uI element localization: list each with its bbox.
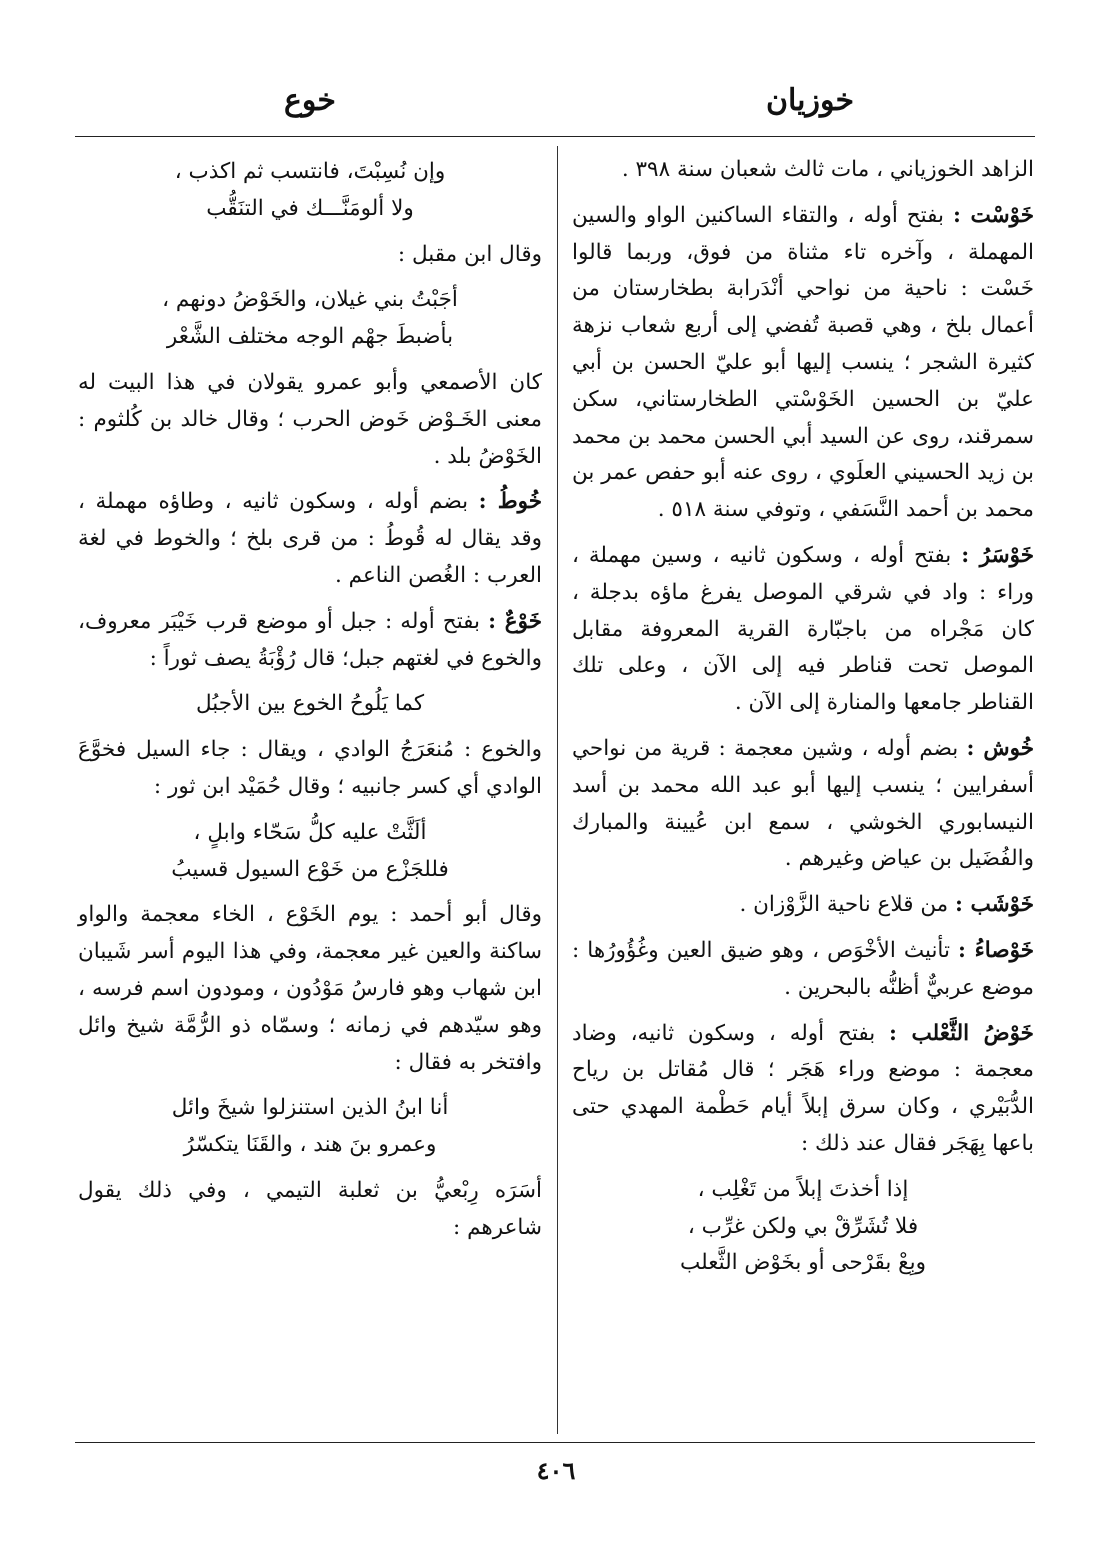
poem-verse (572, 1172, 1034, 1282)
entry-khawd-althalab (572, 1016, 1034, 1163)
entry-headword: خَوْعٌ : (488, 608, 543, 634)
entry-khawsa (572, 933, 1034, 1007)
entry-khawst (572, 198, 1034, 529)
entry-headword: خُوش : (966, 735, 1034, 761)
entry-headword: خَوْسْت : (952, 202, 1034, 228)
paragraph: كان الأصمعي وأبو عمرو يقولان في هذا البيت له معنى الخَـوْض خَوض الحرب ؛ وقال خالد بن كُلثوم : الخَوْضُ بلد . (78, 369, 542, 469)
verse-line: إذا أخذتَ إبلاً من تَغْلِب ، (697, 1176, 909, 1202)
entry-text: تأنيث الأخْوَص ، وهو ضيق العين وغُؤُورُها : موضع عربيٌّ أظنُّه بالبحرين . (572, 937, 1034, 1000)
verse-line: وبِعْ بقَرْحى أو بخَوْض الثَّعلب (679, 1250, 926, 1276)
verse-line: فللجَزْع من خَوْع السيول قسيبُ (171, 856, 449, 882)
entry-headword: خَوْضُ الثَّعْلب : (889, 1020, 1034, 1046)
paragraph: وقال ابن مقبل : (397, 241, 542, 267)
left-running-header: خوع (284, 83, 336, 118)
right-running-header: خوزيان (765, 83, 855, 118)
verse-line: ألَثَّتْ عليه كلُّ سَحّاء وابلٍ ، (193, 819, 427, 845)
entry-khawshab (572, 887, 1034, 924)
paragraph: والخوع : مُنعَرَجُ الوادي ، ويقال : جاء السيل فخوَّعَ الوادي أي كسر جانبيه ؛ وقال حُمَيْد ابن ثور : (78, 737, 542, 799)
entry-text: بفتح أوله ، والتقاء الساكنين الواو والسين المهملة ، وآخره تاء مثناة من فوق، وربما قالوا خَسْت : ناحية من نواحي أنْدَرابة بطخارستان من أعمال بلخ ، وهي قصبة تُفضي إلى أربع شعاب نزهة كثيرة الشجر ؛ ينسب إليها أبو عليّ الحسن بن أبي عليّ بن الحسين الخَوْسْتي الطخارستاني، سكن سمرقند، روى عن السيد أبي الحسن محمد بن محمد بن زيد الحسيني العلَوي ، روى عنه أبو حفص عمر بن محمد بن أحمد النَّسَفي ، وتوفي سنة ٥١٨ . (572, 202, 1034, 523)
entry-headword: خَوْسَرُ : (961, 542, 1034, 568)
entry-text: بضم أوله ، وسكون ثانيه ، وطاؤه مهملة ، وقد يقال له قُوطُ : من قرى بلخ ؛ والخوط في لغة العرب : الغُصن الناعم . (78, 489, 542, 588)
entry-khut (78, 484, 542, 594)
entry-text: بضم أوله ، وشين معجمة : قرية من نواحي أسفرايين ؛ ينسب إليها أبو عبد الله محمد بن أسد النيسابوري الخوشي ، سمع ابن عُيينة والمبارك والفُضَيل بن عياض وغيرهم . (572, 735, 1034, 872)
verse-line: أنا ابنُ الذين استنزلوا شيخَ وائل (171, 1095, 449, 1121)
verse-line: أجَبْتُ بني غيلان، والخَوْضُ دونهم ، (162, 287, 458, 313)
entry-continuation (572, 152, 1034, 189)
poem-verse (78, 282, 542, 356)
poem-verse (78, 1090, 542, 1164)
entry-text: بفتح أوله ، وسكون ثانيه ، وسين مهملة ، وراء : واد في شرقي الموصل يفرغ ماؤه بدجلة ، كان مَجْراه من باجبّارة القرية المعروفة مقابل الموصل تحت قناطر فيه إلى الآن ، وعلى تلك القناطر جامعها والمنارة إلى الآن . (572, 542, 1034, 716)
right-column (572, 152, 1034, 1291)
verse-line: بأضبطَ جهْم الوجه مختلف الشَّعْر (166, 324, 454, 350)
entry-text: بفتح أوله : جبل أو موضع قرب خَيْبَر معروف، والخوع في لغتهم جبل؛ قال رُؤْبَةُ يصف ثوراً : (78, 608, 542, 671)
entry-khush (572, 731, 1034, 878)
header-rule (75, 136, 1035, 137)
verse-line: فلا تُشَرِّقْ بي ولكن غرِّب ، (687, 1213, 919, 1239)
verse-line: وإن نُسِبْتَ، فانتسب ثم اكذب ، (174, 159, 446, 184)
poem-verse (78, 686, 542, 723)
poem-verse (78, 154, 542, 228)
poem-verse (78, 815, 542, 889)
verse-line: ولا ألومَنَّـــك في التنَقُّب (206, 195, 414, 221)
paragraph: وقال أبو أحمد : يوم الخَوْع ، الخاء معجمة والواو ساكنة والعين غير معجمة، وفي هذا اليوم أسر شَيبان ابن شهاب وهو فارسُ مَوْدُون ، ومودون اسم فرسه ، وهو سيّدهم في زمانه ؛ وسمّاه ذو الرُّمَّة شيخ وائل وافتخر به فقال : (78, 902, 542, 1075)
entry-khaw (78, 604, 542, 678)
column-divider (557, 146, 558, 1434)
entry-khawsar (572, 538, 1034, 722)
verse-line: كما يَلُوحُ الخوع بين الأجبُل (195, 691, 425, 717)
entry-text: الزاهد الخوزياني ، مات ثالث شعبان سنة ٣٩٨ . (621, 157, 1034, 182)
left-column (78, 152, 542, 1256)
entry-headword: خَوْشَب : (955, 892, 1034, 918)
entry-headword: خُوطُ : (478, 489, 542, 515)
page-number: ٤٠٦ (536, 1456, 576, 1485)
footer-rule (75, 1442, 1035, 1443)
entry-text: بفتح أوله ، وسكون ثانيه، وضاد معجمة : موضع وراء هَجَر ؛ قال مُقاتل بن رياح الدُّبَيْري ، وكان سرق إبلاً أيام حَطْمة المهدي حتى باعها بِهَجَر فقال عند ذلك : (572, 1020, 1034, 1156)
entry-text: من قلاع ناحية الزَّوْزان . (739, 892, 949, 918)
verse-line: وعمرو بنَ هند ، والقَنَا يتكسّرُ (183, 1132, 437, 1158)
entry-headword: خَوْصاءُ : (958, 937, 1034, 963)
paragraph: أسَرَه رِبْعيُّ بن ثعلبة التيمي ، وفي ذلك يقول شاعرهم : (78, 1177, 542, 1240)
